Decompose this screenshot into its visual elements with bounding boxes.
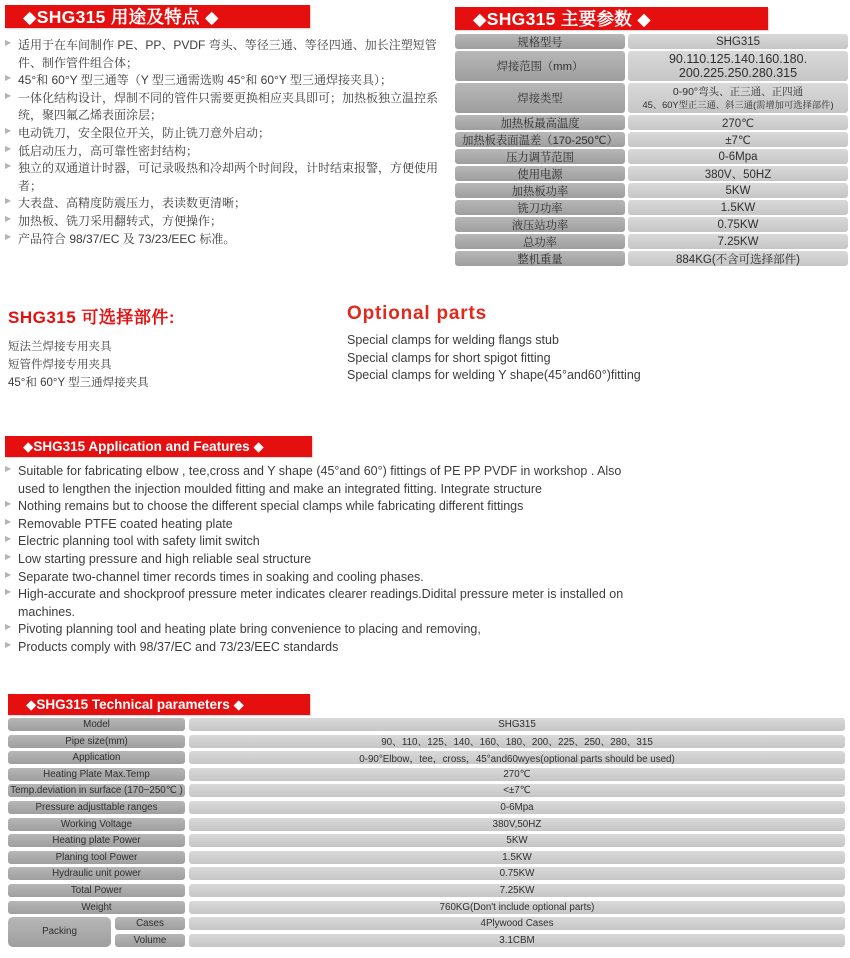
triangle-bullet-icon: ▶ bbox=[5, 639, 12, 649]
tech-value: 380V,50HZ bbox=[189, 818, 845, 831]
usage-bullet-text: 45°和 60°Y 型三通等（Y 型三通需选购 45°和 60°Y 型三通焊接夹具）； bbox=[18, 73, 392, 88]
optional-part-item: Special clamps for welding flangs stub bbox=[347, 333, 559, 347]
tech-label: Temp.deviation in surface (170~250℃ ) bbox=[8, 784, 185, 797]
table-row bbox=[455, 200, 848, 215]
triangle-bullet-icon: ▶ bbox=[5, 125, 12, 135]
triangle-bullet-icon: ▶ bbox=[5, 551, 12, 561]
list-item bbox=[5, 195, 443, 213]
tech-value: 270℃ bbox=[189, 768, 845, 781]
param-value-line: 45、60Y型正三通、斜三通(需增加可选择部件) bbox=[642, 99, 834, 110]
packing-label: Packing bbox=[8, 917, 111, 947]
tech-value: 0-6Mpa bbox=[189, 801, 845, 814]
usage-bullet-text: 产品符合 98/37/EC 及 73/23/EEC 标准。 bbox=[18, 231, 236, 246]
list-item bbox=[5, 213, 443, 231]
packing-sublabel: Cases bbox=[115, 917, 185, 930]
table-row bbox=[455, 34, 848, 49]
table-row bbox=[455, 83, 848, 113]
tech-label: Pipe size(mm) bbox=[8, 735, 185, 748]
table-row bbox=[455, 115, 848, 130]
tech-value: SHG315 bbox=[189, 718, 845, 731]
optional-part-item: 短法兰焊接专用夹具 bbox=[8, 341, 112, 353]
list-item bbox=[5, 37, 443, 72]
triangle-bullet-icon: ▶ bbox=[5, 569, 12, 579]
tech-value: 1.5KW bbox=[189, 851, 845, 864]
table-row bbox=[8, 818, 845, 831]
triangle-bullet-icon: ▶ bbox=[5, 73, 12, 83]
table-row bbox=[455, 149, 848, 164]
usage-bullet-text: 电动铣刀，安全限位开关，防止铣刀意外启动； bbox=[18, 125, 271, 140]
param-label: 规格型号 bbox=[455, 34, 625, 49]
section-technical bbox=[8, 694, 845, 947]
usage-bullet-text: 适用于在车间制作 PE、PP、PVDF 弯头、等径三通、等径四通、加长注塑短管件、制作管件组合体； bbox=[18, 38, 437, 70]
triangle-bullet-icon: ▶ bbox=[5, 231, 12, 241]
table-row bbox=[115, 934, 845, 947]
param-value bbox=[628, 83, 848, 113]
section-main-params bbox=[455, 7, 848, 266]
optional-part-item: 短管件焊接专用夹具 bbox=[8, 359, 112, 371]
section-header-main-params: ◆SHG315 主要参数 ◆ bbox=[455, 7, 768, 30]
list-item bbox=[5, 463, 632, 498]
feature-bullet-text: Low starting pressure and high reliable seal structure bbox=[18, 551, 312, 566]
tech-value: 0-90°Elbow，tee，cross，45°and60wyes(optional parts should be used) bbox=[189, 751, 845, 764]
table-row bbox=[8, 768, 845, 781]
param-value: 380V、50HZ bbox=[628, 166, 848, 181]
section-usage bbox=[5, 5, 450, 248]
param-value-line: 200.225.250.280.315 bbox=[678, 66, 798, 80]
tech-label: Working Voltage bbox=[8, 818, 185, 831]
param-label: 加热板表面温差（170-250℃） bbox=[455, 132, 625, 147]
table-row bbox=[8, 867, 845, 880]
optional-parts-en bbox=[347, 303, 848, 392]
triangle-bullet-icon: ▶ bbox=[5, 499, 12, 509]
table-row bbox=[455, 251, 848, 266]
list-item bbox=[5, 90, 443, 125]
list-item bbox=[5, 125, 443, 143]
list-item bbox=[5, 533, 632, 551]
tech-label: Total Power bbox=[8, 884, 185, 897]
param-label: 压力调节范围 bbox=[455, 149, 625, 164]
tech-value: 5KW bbox=[189, 834, 845, 847]
table-row bbox=[115, 917, 845, 930]
optional-parts-title-zh: SHG315 可选择部件: bbox=[8, 308, 176, 327]
packing-row-group bbox=[8, 917, 845, 947]
table-row bbox=[8, 884, 845, 897]
optional-part-item: Special clamps for short spigot fitting bbox=[347, 350, 551, 365]
optional-parts-title-en: Optional parts bbox=[347, 303, 487, 324]
param-label: 焊接范围（mm） bbox=[455, 51, 625, 81]
tech-value: 90、110、125、140、160、180、200、225、250、280、315 bbox=[189, 735, 845, 748]
param-label: 铣刀功率 bbox=[455, 200, 625, 215]
param-label: 液压站功率 bbox=[455, 217, 625, 232]
usage-bullet-text: 一体化结构设计，焊制不同的管件只需要更换相应夹具即可；加热板独立温控系统，聚四氟乙烯表面涂层； bbox=[18, 90, 439, 123]
feature-bullet-text: Electric planning tool with safety limit switch bbox=[18, 534, 260, 549]
usage-bullet-text: 加热板、铣刀采用翻转式，方便操作； bbox=[18, 213, 223, 228]
param-label: 焊接类型 bbox=[455, 83, 625, 113]
param-value bbox=[628, 51, 848, 81]
triangle-bullet-icon: ▶ bbox=[5, 161, 12, 171]
triangle-bullet-icon: ▶ bbox=[5, 143, 12, 153]
triangle-bullet-icon: ▶ bbox=[5, 38, 12, 47]
tech-value: 0.75KW bbox=[189, 867, 845, 880]
table-row bbox=[8, 718, 845, 731]
triangle-bullet-icon: ▶ bbox=[5, 622, 12, 632]
feature-bullet-text: Suitable for fabricating elbow , tee,cross and Y shape (45°and 60°) fittings of PE PP PVDF in workshop . Also used to lengthen the injection moulded fitting and make an integrated fitting. Integrate structure bbox=[18, 464, 622, 496]
optional-part-item: 45°和 60°Y 型三通焊接夹具 bbox=[8, 377, 149, 389]
triangle-bullet-icon: ▶ bbox=[5, 516, 12, 526]
feature-bullet-text: Separate two-channel timer records times in soaking and cooling phases. bbox=[18, 569, 424, 584]
triangle-bullet-icon: ▶ bbox=[5, 587, 12, 597]
triangle-bullet-icon: ▶ bbox=[5, 464, 12, 473]
list-item bbox=[5, 516, 632, 534]
list-item bbox=[5, 498, 632, 516]
list-item bbox=[5, 639, 632, 657]
param-value: 5KW bbox=[628, 183, 848, 198]
section-header-usage: ◆SHG315 用途及特点 ◆ bbox=[5, 5, 310, 28]
table-row bbox=[8, 751, 845, 764]
table-row bbox=[8, 784, 845, 797]
list-item bbox=[5, 160, 443, 195]
tech-label: Model bbox=[8, 718, 185, 731]
tech-label: Weight bbox=[8, 901, 185, 914]
param-value: 270℃ bbox=[628, 115, 848, 130]
triangle-bullet-icon: ▶ bbox=[5, 213, 12, 223]
param-value: 0-6Mpa bbox=[628, 149, 848, 164]
param-value: 884KG(不含可选择部件) bbox=[628, 251, 848, 266]
param-value: 1.5KW bbox=[628, 200, 848, 215]
triangle-bullet-icon: ▶ bbox=[5, 90, 12, 100]
list-item bbox=[5, 586, 632, 621]
table-row bbox=[455, 234, 848, 249]
usage-bullet-text: 大表盘、高精度防震压力，表读数更清晰； bbox=[18, 196, 247, 211]
tech-value: <±7℃ bbox=[189, 784, 845, 797]
param-value: 0.75KW bbox=[628, 217, 848, 232]
tech-label: Heating Plate Max.Temp bbox=[8, 768, 185, 781]
feature-bullet-text: Products comply with 98/37/EC and 73/23/EEC standards bbox=[18, 639, 339, 654]
packing-sublabel: Volume bbox=[115, 934, 185, 947]
table-row bbox=[8, 834, 845, 847]
param-value: 7.25KW bbox=[628, 234, 848, 249]
param-label: 加热板最高温度 bbox=[455, 115, 625, 130]
triangle-bullet-icon: ▶ bbox=[5, 534, 12, 544]
packing-value: 3.1CBM bbox=[189, 934, 845, 947]
list-item bbox=[5, 551, 632, 569]
usage-bullet-text: 低启动压力，高可靠性密封结构； bbox=[18, 143, 199, 158]
table-row bbox=[455, 132, 848, 147]
list-item bbox=[5, 569, 632, 587]
table-row bbox=[8, 735, 845, 748]
list-item bbox=[5, 231, 443, 249]
tech-label: Heating plate Power bbox=[8, 834, 185, 847]
section-header-features: ◆SHG315 Application and Features ◆ bbox=[5, 436, 312, 457]
tech-label: Hydraulic unit power bbox=[8, 867, 185, 880]
param-value-line: 90.110.125.140.160.180. bbox=[668, 52, 808, 66]
feature-bullet-text: Removable PTFE coated heating plate bbox=[18, 516, 233, 531]
optional-part-item: Special clamps for welding Y shape(45°and60°)fitting bbox=[347, 368, 641, 383]
section-features bbox=[5, 436, 635, 657]
technical-table bbox=[8, 718, 845, 947]
param-label: 加热板功率 bbox=[455, 183, 625, 198]
table-row bbox=[455, 183, 848, 198]
table-row bbox=[455, 51, 848, 81]
list-item bbox=[5, 621, 632, 639]
tech-label: Planing tool Power bbox=[8, 851, 185, 864]
feature-bullet-text: Pivoting planning tool and heating plate bring convenience to placing and removing, bbox=[18, 622, 481, 637]
optional-parts-zh bbox=[8, 303, 347, 392]
feature-bullet-text: High-accurate and shockproof pressure meter indicates clearer readings.Didital pressure meter is installed on machines. bbox=[18, 587, 624, 619]
main-params-table bbox=[455, 34, 848, 266]
feature-bullet-text: Nothing remains but to choose the different special clamps while fabricating different fittings bbox=[18, 499, 524, 514]
triangle-bullet-icon: ▶ bbox=[5, 196, 12, 206]
table-row bbox=[8, 851, 845, 864]
table-row bbox=[8, 901, 845, 914]
table-row bbox=[455, 217, 848, 232]
section-optional-parts bbox=[8, 303, 848, 392]
param-label: 整机重量 bbox=[455, 251, 625, 266]
packing-value: 4Plywood Cases bbox=[189, 917, 845, 930]
tech-label: Application bbox=[8, 751, 185, 764]
param-value: ±7℃ bbox=[628, 132, 848, 147]
tech-value: 760KG(Don't include optional parts) bbox=[189, 901, 845, 914]
tech-label: Pressure adjusttable ranges bbox=[8, 801, 185, 814]
param-value-line: 0-90°弯头、正三通、正四通 bbox=[672, 85, 804, 98]
list-item bbox=[5, 72, 443, 90]
tech-value: 7.25KW bbox=[189, 884, 845, 897]
param-label: 使用电源 bbox=[455, 166, 625, 181]
param-label: 总功率 bbox=[455, 234, 625, 249]
table-row bbox=[455, 166, 848, 181]
param-value: SHG315 bbox=[628, 34, 848, 49]
table-row bbox=[8, 801, 845, 814]
section-header-technical: ◆SHG315 Technical parameters ◆ bbox=[8, 694, 310, 715]
list-item bbox=[5, 143, 443, 161]
usage-bullet-text: 独立的双通道计时器，可记录吸热和冷却两个时间段，计时结束报警，方便使用者； bbox=[18, 161, 439, 193]
